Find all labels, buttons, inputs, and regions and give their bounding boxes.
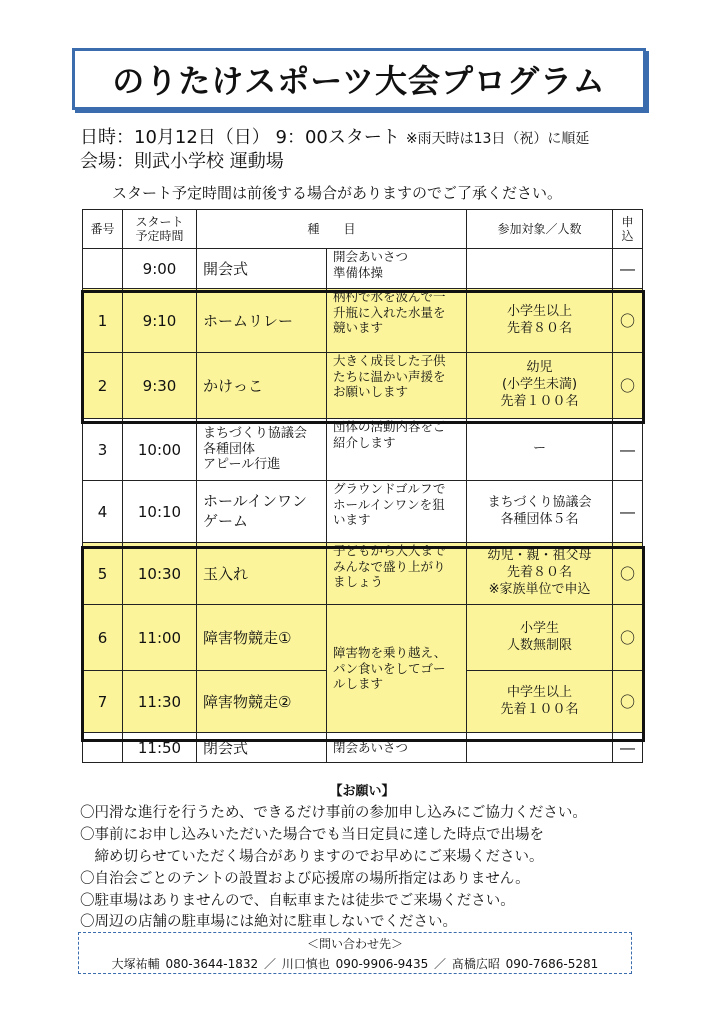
row-event: 障害物競走② xyxy=(197,671,327,733)
row-target-line: 小学生 xyxy=(520,620,560,636)
table-row xyxy=(83,605,643,671)
header-time-line1: スタート xyxy=(135,214,184,229)
row-no: 1 xyxy=(83,289,123,353)
row-desc-line: たちに温かい声援を xyxy=(333,368,446,384)
row-no: 6 xyxy=(83,605,123,671)
row-no: 5 xyxy=(83,543,123,605)
row-target-line: 人数無制限 xyxy=(507,637,573,653)
row-desc-line: ホールインワンを狙 xyxy=(333,496,445,512)
row-target-line: 幼児・親・祖父母 xyxy=(487,548,592,564)
row-target-line: 幼児 xyxy=(526,360,553,376)
row-target-line: (小学生未満) xyxy=(501,377,578,393)
table-row xyxy=(83,733,643,763)
row-desc xyxy=(327,419,467,481)
row-desc-line: 紹介します xyxy=(333,434,396,450)
row-desc-line: 柄杓で水を汲んで一 xyxy=(333,289,446,304)
request-line: 〇円滑な進行を行うため、できるだけ事前の参加申し込みにご協力ください。 xyxy=(80,805,587,821)
row-no: 2 xyxy=(83,353,123,419)
row-event: ホームリレー xyxy=(197,289,327,353)
row-event: かけっこ xyxy=(197,353,327,419)
datetime-line xyxy=(80,123,589,149)
program-table xyxy=(82,209,643,763)
row-apply: ― xyxy=(613,249,643,289)
request-line: 〇自治会ごとのテントの設置および応援席の場所指定はありません。 xyxy=(80,871,530,887)
row-event-line: ゲーム xyxy=(203,511,249,530)
row-no xyxy=(83,733,123,763)
row-desc xyxy=(327,481,467,543)
row-apply: 〇 xyxy=(613,671,643,733)
row-no: 3 xyxy=(83,419,123,481)
row-desc xyxy=(327,249,467,289)
requests-title: 【お願い】 xyxy=(329,784,395,799)
row-event xyxy=(197,481,327,543)
row-desc-line: ルします xyxy=(333,676,384,692)
row-desc-line: 子どもから大人まで xyxy=(333,543,446,558)
row-event-line: 各種団体 xyxy=(203,441,256,457)
row-apply: 〇 xyxy=(613,289,643,353)
header-apply: 申込 xyxy=(613,210,643,249)
table-row xyxy=(83,353,643,419)
contact-box xyxy=(78,932,632,974)
schedule-notice: スタート予定時間は前後する場合がありますのでご了承ください。 xyxy=(112,184,563,202)
row-target xyxy=(467,671,613,733)
row-apply: ― xyxy=(613,733,643,763)
row-target xyxy=(467,733,613,763)
row-event-line: ホールインワン xyxy=(203,492,307,510)
row-desc-line: 障害物を乗り越え、 xyxy=(333,645,447,661)
row-event: 閉会式 xyxy=(197,733,327,763)
table-row xyxy=(83,419,643,481)
request-line: 〇駐車場はありませんので、自転車または徒歩でご来場ください。 xyxy=(80,893,515,909)
row-desc xyxy=(327,353,467,419)
row-time: 9:00 xyxy=(123,249,197,289)
row-target-line: ※家族単位で申込 xyxy=(488,581,591,597)
row-target xyxy=(467,289,613,353)
row-time: 10:30 xyxy=(123,543,197,605)
request-line: 締め切らせていただく場合がありますのでお早めにご来場ください。 xyxy=(80,849,544,865)
row-desc-line: 競います xyxy=(333,320,384,336)
page-title-box xyxy=(72,48,646,110)
row-target-line: 小学生以上 xyxy=(507,303,573,319)
row-apply: 〇 xyxy=(613,605,643,671)
row-desc xyxy=(327,289,467,353)
row-desc-line: パン食いをしてゴー xyxy=(333,660,446,676)
row-target xyxy=(467,543,613,605)
row-time: 9:10 xyxy=(123,289,197,353)
row-desc-line: グラウンドゴルフで xyxy=(333,481,446,496)
row-no: 4 xyxy=(83,481,123,543)
row-time: 9:30 xyxy=(123,353,197,419)
row-apply: ― xyxy=(613,481,643,543)
header-time-line2: 予定時間 xyxy=(135,229,184,243)
request-line: 〇周辺の店舗の駐車場には絶対に駐車しないでください。 xyxy=(80,914,457,930)
row-apply: ― xyxy=(613,419,643,481)
row-event: 開会式 xyxy=(197,249,327,289)
header-time xyxy=(123,210,197,249)
row-desc: 閉会あいさつ xyxy=(327,733,467,763)
row-desc-line: 開会あいさつ xyxy=(333,249,409,264)
row-event-line: アピール行進 xyxy=(203,457,281,473)
row-desc-line: 団体の活動内容をご xyxy=(333,419,446,434)
row-event xyxy=(197,419,327,481)
row-desc-line: みんなで盛り上がり xyxy=(333,558,446,574)
row-target-line: 先着１００名 xyxy=(500,701,579,717)
table-row xyxy=(83,481,643,543)
request-line: 〇事前にお申し込みいただいた場合でも当日定員に達した時点で出場を xyxy=(80,827,544,843)
row-target-line: 各種団体５名 xyxy=(500,511,579,527)
row-target xyxy=(467,249,613,289)
row-desc-line: 準備体操 xyxy=(333,264,384,280)
row-desc-line: お願いします xyxy=(333,384,409,400)
contact-title: ＜問い合わせ先＞ xyxy=(306,937,403,951)
table-header-row xyxy=(83,210,643,249)
contact-line: 大塚祐輔 080-3644-1832 ／ 川口慎也 090-9906-9435 ／ 髙橋広昭 090-7686-5281 xyxy=(111,957,599,971)
row-apply: 〇 xyxy=(613,353,643,419)
page-title: のりたけスポーツ大会プログラム xyxy=(112,62,606,100)
row-time: 10:10 xyxy=(123,481,197,543)
row-desc-line: 大きく成長した子供 xyxy=(333,353,446,368)
row-desc xyxy=(327,543,467,605)
venue: 会場：則武小学校 運動場 xyxy=(80,151,284,172)
row-target: ー xyxy=(467,419,613,481)
row-target xyxy=(467,605,613,671)
rain-note: ※雨天時は13日（祝）に順延 xyxy=(405,131,590,147)
row-event: 玉入れ xyxy=(197,543,327,605)
row-target-line: 中学生以上 xyxy=(507,684,573,700)
row-desc-line: います xyxy=(333,512,371,528)
row-target-line: 先着１００名 xyxy=(500,393,579,409)
row-target xyxy=(467,353,613,419)
header-event: 種 目 xyxy=(197,210,467,249)
row-target xyxy=(467,481,613,543)
row-target-line: まちづくり協議会 xyxy=(487,494,592,510)
row-no xyxy=(83,249,123,289)
row-time: 11:00 xyxy=(123,605,197,671)
row-event-line: まちづくり協議会 xyxy=(203,426,307,442)
table-row xyxy=(83,249,643,289)
row-desc xyxy=(327,605,467,733)
header-target: 参加対象／人数 xyxy=(467,210,613,249)
row-event: 障害物競走① xyxy=(197,605,327,671)
row-no: 7 xyxy=(83,671,123,733)
row-target-line: 先着８０名 xyxy=(507,320,573,336)
row-target-line: 先着８０名 xyxy=(507,565,573,581)
row-apply: 〇 xyxy=(613,543,643,605)
table-row xyxy=(83,289,643,353)
header-no: 番号 xyxy=(83,210,123,249)
row-time: 11:50 xyxy=(123,733,197,763)
row-desc-line: ましょう xyxy=(333,574,384,590)
table-row xyxy=(83,543,643,605)
row-time: 11:30 xyxy=(123,671,197,733)
row-desc-line: 升瓶に入れた水量を xyxy=(333,304,446,320)
datetime: 日時：10月12日（日） 9：00スタート xyxy=(80,127,400,148)
row-time: 10:00 xyxy=(123,419,197,481)
